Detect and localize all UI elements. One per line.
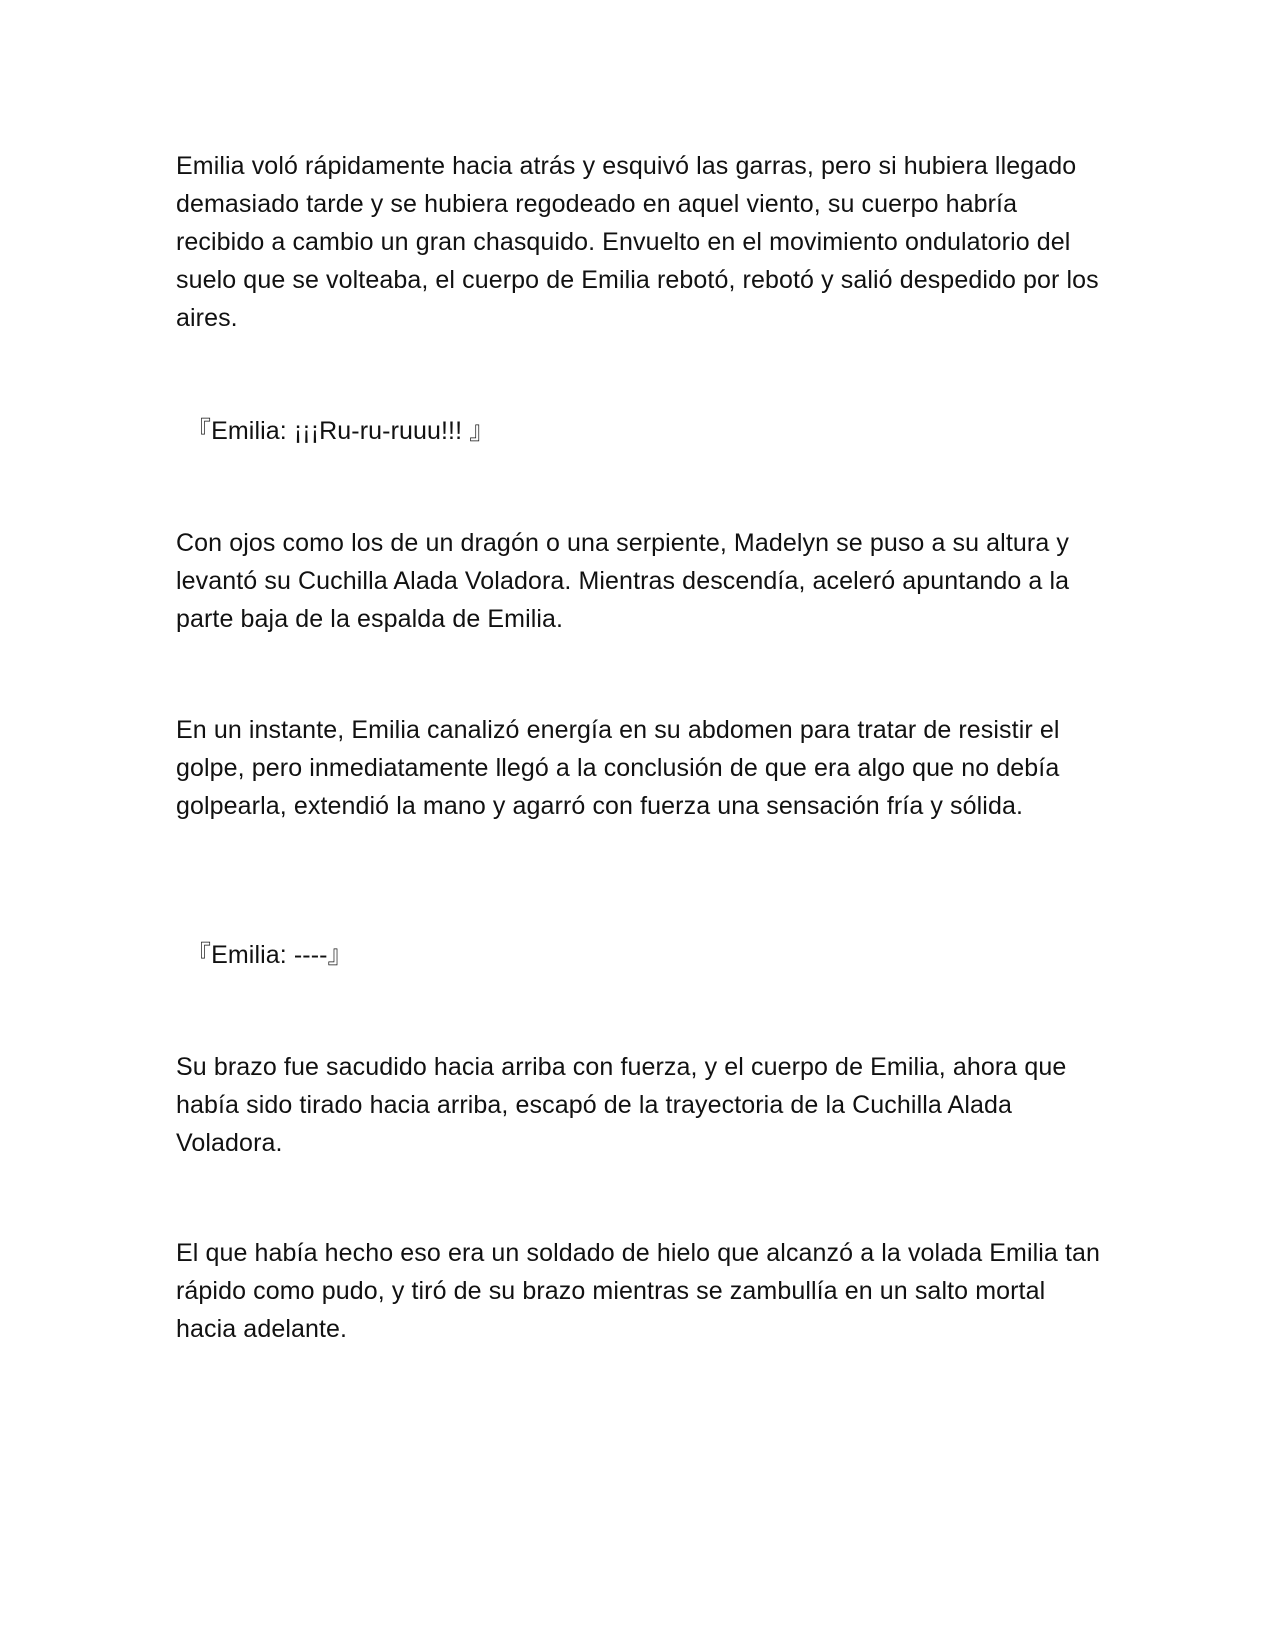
dialogue-line-1: 『Emilia: ¡¡¡Ru-ru-ruuu!!! 』 [186,417,495,445]
dialogue-line-2: 『Emilia: ----』 [186,941,353,969]
paragraph-3: En un instante, Emilia canalizó energía en su abdomen para tratar de resistir el golpe, pero inmediatamente llegó a la conclusión de que era algo que no debía golpearla, extendió la mano y agarró con fuerza una sensación fría y sólida. [176,716,1060,820]
paragraph-1: Emilia voló rápidamente hacia atrás y esquivó las garras, pero si hubiera llegado demasiado tarde y se hubiera regodeado en aquel viento, su cuerpo habría recibido a cambio un gran chasquido. Envuelto en el movimiento ondulatorio del suelo que se volteaba, el cuerpo de Emilia rebotó, rebotó y salió despedido por los aires. [176,152,1099,332]
paragraph-4: Su brazo fue sacudido hacia arriba con fuerza, y el cuerpo de Emilia, ahora que había sido tirado hacia arriba, escapó de la trayectoria de la Cuchilla Alada Voladora. [176,1053,1067,1157]
paragraph-5: El que había hecho eso era un soldado de hielo que alcanzó a la volada Emilia tan rápido como pudo, y tiró de su brazo mientras se zambullía en un salto mortal hacia adelante. [176,1239,1101,1343]
paragraph-2: Con ojos como los de un dragón o una serpiente, Madelyn se puso a su altura y levantó su Cuchilla Alada Voladora. Mientras descendía, aceleró apuntando a la parte baja de la espalda de Emilia. [176,529,1070,633]
